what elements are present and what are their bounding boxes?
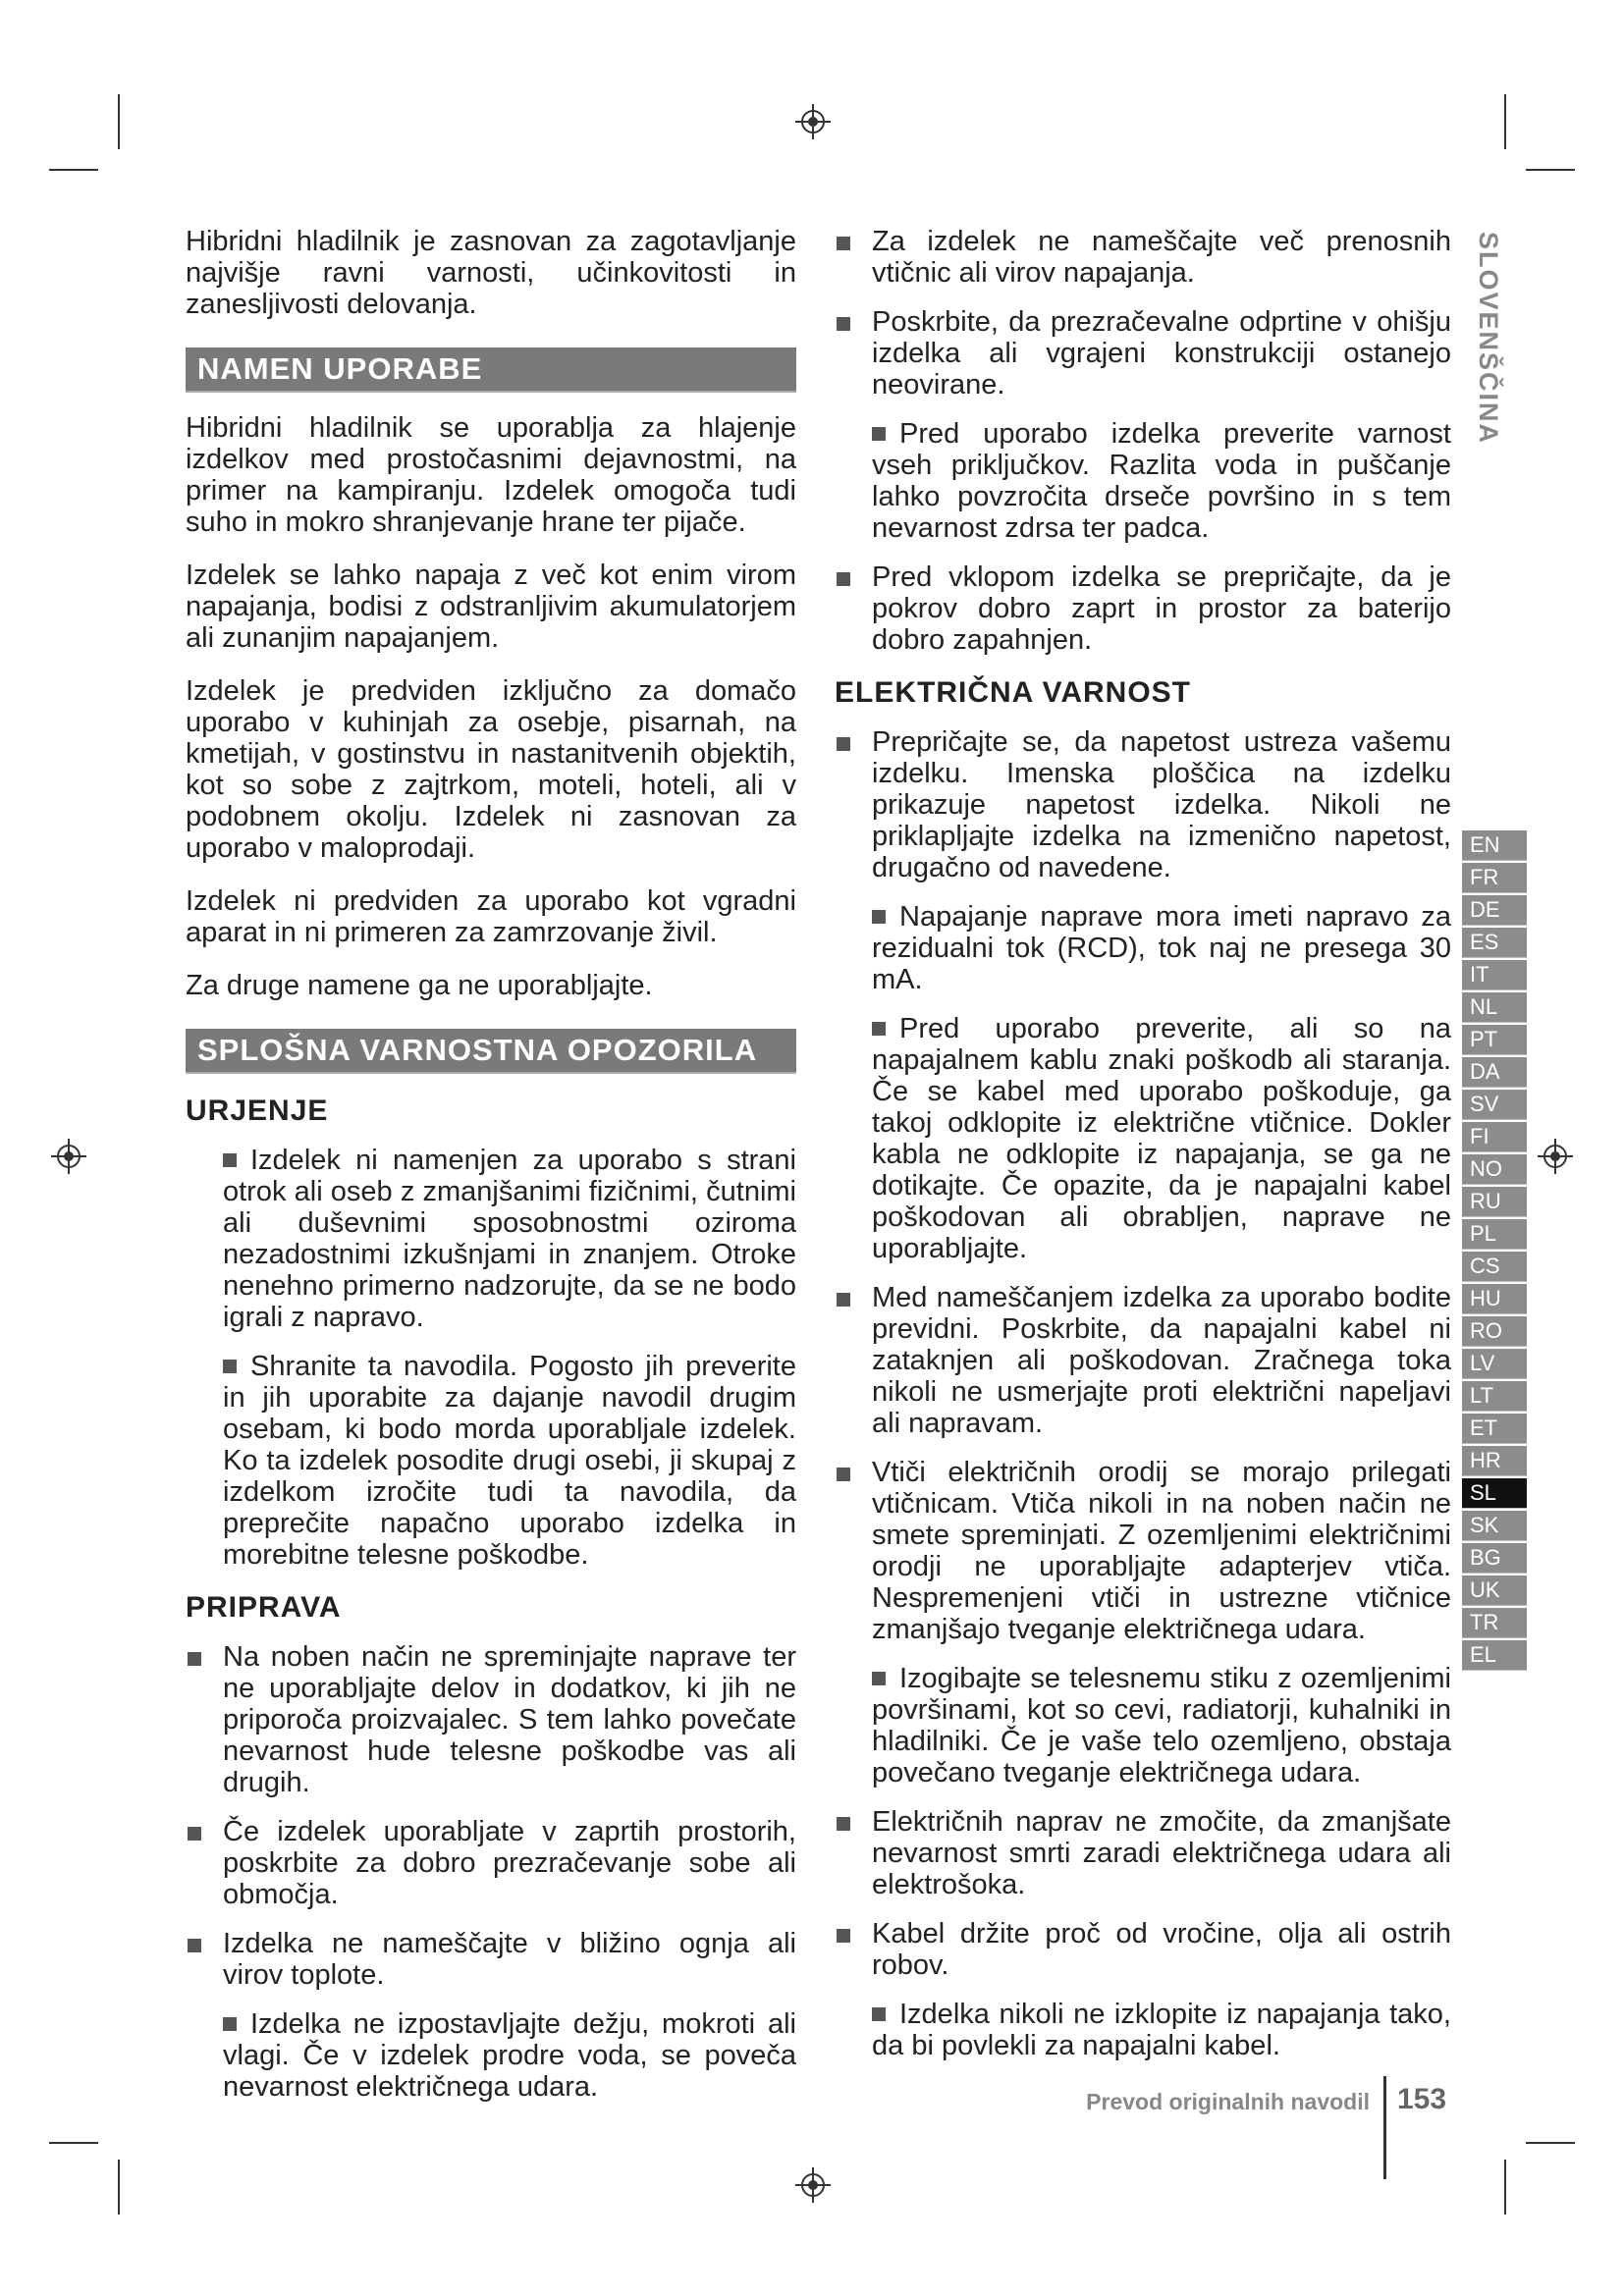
left-column	[186, 226, 796, 2120]
bullet-square-icon	[837, 572, 850, 586]
subheading-elektricna-varnost: ELEKTRIČNA VARNOST	[835, 676, 1191, 709]
bullet-item: Med nameščanjem izdelka za uporabo bodite previdni. Poskrbite, da napajalni kabel ni zataknjen ali poškodovan. Zračnega toka nikoli ne usmerjajte proti električni napeljavi ali napravam.	[835, 1282, 1451, 1439]
side-language-title: SLOVENŠČINA	[1474, 232, 1503, 446]
crop-mark	[118, 2160, 120, 2215]
language-tab-lv[interactable]: LV	[1462, 1349, 1527, 1379]
bullet-item: Prepričajte se, da napetost ustreza vašemu izdelku. Imenska ploščica na izdelku prikazuje napetost izdelka. Nikoli ne priklapljajte izdelka na izmenično napetost, drugačno od navedene.	[835, 726, 1451, 883]
language-tab-ru[interactable]: RU	[1462, 1187, 1527, 1217]
bullet-square-icon	[188, 1652, 201, 1666]
registration-mark-icon	[795, 2167, 831, 2203]
language-tab-fi[interactable]: FI	[1462, 1122, 1527, 1152]
language-tab-lt[interactable]: LT	[1462, 1381, 1527, 1412]
bullet-square-icon	[837, 1817, 850, 1831]
crop-mark	[49, 2142, 98, 2144]
bullet-item: Električnih naprav ne zmočite, da zmanjšate nevarnost smrti zaradi električnega udara ali elektrošoka.	[835, 1806, 1451, 1900]
language-tab-es[interactable]: ES	[1462, 928, 1527, 958]
language-tab-sk[interactable]: SK	[1462, 1511, 1527, 1541]
bullet-square-icon	[223, 1360, 237, 1373]
bullet-item: Vtiči električnih orodij se morajo prilegati vtičnicam. Vtiča nikoli in na noben način ne smete spreminjati. Z ozemljenimi električnimi orodji ne uporabljajte adapterjev vtiča. Nespremenjeni vtiči in ustrezne vtičnice zmanjšajo tveganje električnega udara.	[835, 1457, 1451, 1645]
bullet-square-icon	[223, 2017, 237, 2031]
bullet-item: Poskrbite, da prezračevalne odprtine v ohišju izdelka ali vgrajeni konstrukciji ostanejo neovirane.	[835, 306, 1451, 400]
language-tab-et[interactable]: ET	[1462, 1414, 1527, 1444]
bullet-square-icon	[837, 1293, 850, 1307]
language-tab-cs[interactable]: CS	[1462, 1252, 1527, 1282]
bullet-square-icon	[837, 237, 850, 250]
language-tab-hr[interactable]: HR	[1462, 1446, 1527, 1476]
language-tab-en[interactable]: EN	[1462, 830, 1527, 861]
bullet-item: Pred vklopom izdelka se prepričajte, da je pokrov dobro zaprt in prostor za baterijo dobro zapahnjen.	[835, 561, 1451, 656]
language-tab-no[interactable]: NO	[1462, 1154, 1527, 1185]
language-tab-sv[interactable]: SV	[1462, 1090, 1527, 1120]
indented-item: Napajanje naprave mora imeti napravo za rezidualni tok (RCD), tok naj ne presega 30 mA.	[872, 901, 1451, 995]
language-tab-uk[interactable]: UK	[1462, 1575, 1527, 1606]
section-heading-splosna: SPLOŠNA VARNOSTNA OPOZORILA	[186, 1029, 796, 1074]
subheading-priprava: PRIPRAVA	[186, 1591, 342, 1624]
language-tab-bg[interactable]: BG	[1462, 1543, 1527, 1574]
crop-mark	[49, 169, 98, 171]
indented-item: Pred uporabo izdelka preverite varnost vseh priključkov. Razlita voda in puščanje lahko povzročita drseče površino in s tem nevarnost zdrsa ter padca.	[872, 418, 1451, 544]
bullet-square-icon	[837, 1929, 850, 1943]
indented-item: Pred uporabo preverite, ali so na napajalnem kablu znaki poškodb ali staranja. Če se kabel med uporabo poškoduje, ga takoj odklopite iz električne vtičnice. Dokler kabla ne odklopite iz napajanja, se ga ne dotikajte. Če opazite, da je napajalni kabel poškodovan ali obrabljen, naprave ne uporabljajte.	[872, 1013, 1451, 1264]
language-tab-de[interactable]: DE	[1462, 895, 1527, 926]
bullet-square-icon	[188, 1827, 201, 1841]
footer-text: Prevod originalnih navodil	[1086, 2089, 1370, 2114]
language-tab-it[interactable]: IT	[1462, 960, 1527, 990]
indented-item: Izdelka ne izpostavljajte dežju, mokroti ali vlagi. Če v izdelek prodre voda, se poveča nevarnost električnega udara.	[223, 2008, 796, 2103]
language-tab-pt[interactable]: PT	[1462, 1025, 1527, 1055]
language-tab-sl[interactable]: SL	[1462, 1478, 1527, 1509]
bullet-item: Na noben način ne spreminjajte naprave ter ne uporabljajte delov in dodatkov, ki jih ne priporoča proizvajalec. S tem lahko povečate nevarnost hude telesne poškodbe vas ali drugih.	[186, 1641, 796, 1798]
bullet-square-icon	[188, 1939, 201, 1952]
bullet-square-icon	[837, 737, 850, 751]
paragraph: Hibridni hladilnik se uporablja za hlajenje izdelkov med prostočasnimi dejavnostmi, na primer na kampiranju. Izdelek omogoča tudi suho in mokro shranjevanje hrane ter pijače.	[186, 412, 796, 538]
language-tab-hu[interactable]: HU	[1462, 1284, 1527, 1314]
bullet-item: Kabel držite proč od vročine, olja ali ostrih robov.	[835, 1918, 1451, 1981]
crop-mark	[1504, 94, 1506, 149]
crop-mark	[118, 94, 120, 149]
bullet-square-icon	[872, 2007, 886, 2021]
crop-mark	[1526, 169, 1575, 171]
language-tab-ro[interactable]: RO	[1462, 1316, 1527, 1347]
subheading-urjenje: URJENJE	[186, 1095, 329, 1127]
paragraph: Izdelek ni predviden za uporabo kot vgradni aparat in ni primeren za zamrzovanje živil.	[186, 885, 796, 948]
bullet-square-icon	[223, 1153, 237, 1167]
bullet-square-icon	[837, 1468, 850, 1481]
paragraph: Izdelek se lahko napaja z več kot enim virom napajanja, bodisi z odstranljivim akumulatorjem ali zunanjim napajanjem.	[186, 560, 796, 654]
language-tab-el[interactable]: EL	[1462, 1640, 1527, 1671]
indented-item: Izogibajte se telesnemu stiku z ozemljenimi površinami, kot so cevi, radiatorji, kuhalniki in hladilniki. Če je vaše telo ozemljeno, obstaja povečano tveganje električnega udara.	[872, 1663, 1451, 1789]
registration-mark-icon	[1538, 1139, 1573, 1174]
bullet-item: Če izdelek uporabljate v zaprtih prostorih, poskrbite za dobro prezračevanje sobe ali območja.	[186, 1816, 796, 1910]
bullet-square-icon	[872, 1022, 886, 1036]
paragraph: Izdelek je predviden izključno za domačo uporabo v kuhinjah za osebje, pisarnah, na kmetijah, v gostinstvu in nastanitvenih objektih, kot so sobe z zajtrkom, moteli, hoteli, ali v podobnem okolju. Izdelek ni zasnovan za uporabo v maloprodaji.	[186, 675, 796, 864]
section-heading-namen: NAMEN UPORABE	[186, 347, 796, 393]
registration-mark-icon	[795, 104, 831, 139]
crop-mark	[1526, 2142, 1575, 2144]
registration-mark-icon	[51, 1139, 86, 1174]
bullet-item: Za izdelek ne nameščajte več prenosnih vtičnic ali virov napajanja.	[835, 226, 1451, 289]
crop-mark	[1504, 2160, 1506, 2215]
footer-divider	[1383, 2076, 1386, 2179]
language-tab-da[interactable]: DA	[1462, 1057, 1527, 1088]
bullet-item: Izdelka ne nameščajte v bližino ognja ali virov toplote.	[186, 1928, 796, 1991]
intro-paragraph: Hibridni hladilnik je zasnovan za zagotavljanje najvišje ravni varnosti, učinkovitosti in zanesljivosti delovanja.	[186, 226, 796, 320]
indented-item: Izdelka nikoli ne izklopite iz napajanja tako, da bi povlekli za napajalni kabel.	[872, 1999, 1451, 2061]
paragraph: Za druge namene ga ne uporabljajte.	[186, 970, 653, 1001]
language-tab-fr[interactable]: FR	[1462, 863, 1527, 893]
indented-item: Izdelek ni namenjen za uporabo s strani otrok ali oseb z zmanjšanimi fizičnimi, čutnimi ali duševnimi sposobnostmi oziroma nezadostnimi izkušnjami in znanjem. Otroke nenehno primerno nadzorujte, da se ne bodo igrali z napravo.	[223, 1145, 796, 1333]
language-tab-pl[interactable]: PL	[1462, 1219, 1527, 1250]
bullet-square-icon	[872, 1672, 886, 1685]
language-tabs	[1462, 830, 1527, 1673]
language-tab-tr[interactable]: TR	[1462, 1608, 1527, 1638]
indented-item: Shranite ta navodila. Pogosto jih preverite in jih uporabite za dajanje navodil drugim osebam, ki bodo morda uporabljale izdelek. Ko ta izdelek posodite drugi osebi, ji skupaj z izdelkom izročite tudi ta navodila, da preprečite napačno uporabo izdelka in morebitne telesne poškodbe.	[223, 1351, 796, 1571]
language-tab-nl[interactable]: NL	[1462, 992, 1527, 1023]
bullet-square-icon	[837, 317, 850, 331]
bullet-square-icon	[872, 910, 886, 924]
right-column	[835, 226, 1451, 2079]
page-number: 153	[1397, 2083, 1447, 2115]
bullet-square-icon	[872, 427, 886, 441]
